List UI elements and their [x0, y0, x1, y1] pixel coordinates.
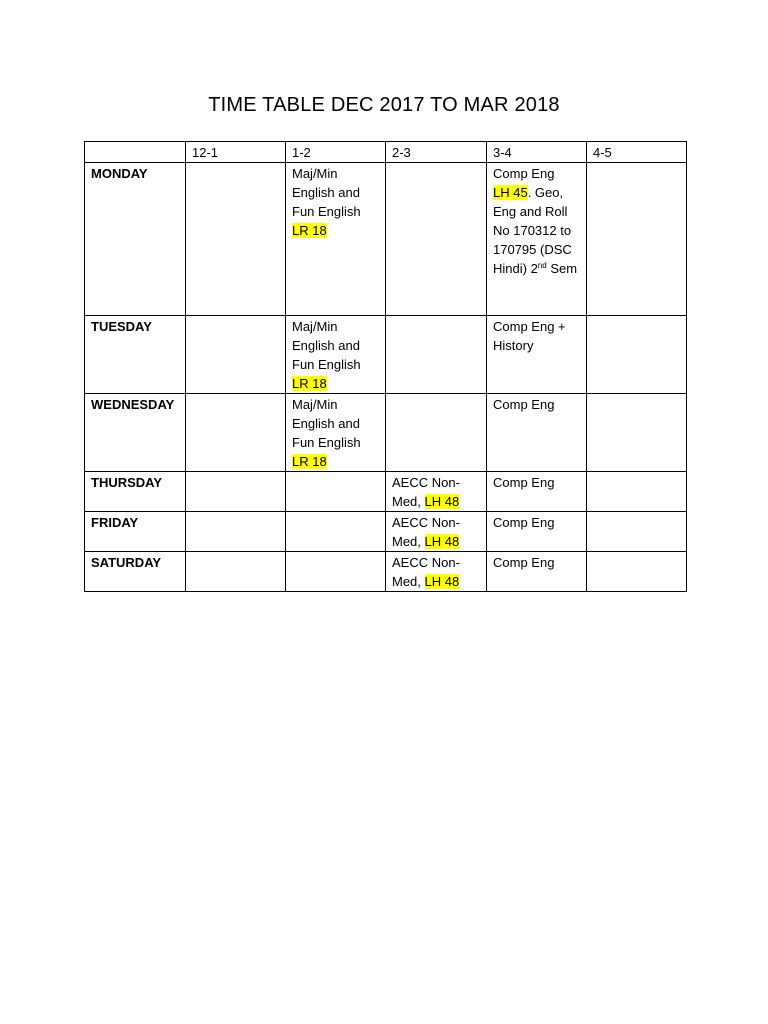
- cell-4-5: [587, 552, 687, 592]
- cell-2-3: [386, 316, 487, 394]
- class-text: Maj/Min English and Fun English: [292, 319, 361, 372]
- cell-1-2: [286, 472, 386, 512]
- table-row: [85, 512, 687, 552]
- cell-2-3: [386, 552, 487, 592]
- cell-12-1: [186, 316, 286, 394]
- cell-3-4: Comp Eng: [487, 394, 587, 472]
- cell-1-2: [286, 394, 386, 472]
- room-highlight: LR 18: [292, 376, 327, 391]
- cell-1-2: [286, 512, 386, 552]
- day-cell: FRIDAY: [85, 512, 186, 552]
- room-highlight: LH 48: [424, 574, 460, 589]
- class-text: Maj/Min English and Fun English: [292, 397, 361, 450]
- header-cell-day: [85, 142, 186, 163]
- cell-12-1: [186, 512, 286, 552]
- cell-12-1: [186, 552, 286, 592]
- ordinal-suffix: nd: [537, 261, 547, 270]
- cell-12-1: [186, 394, 286, 472]
- room-highlight: LH 48: [424, 494, 460, 509]
- header-cell-12-1: 12-1: [186, 142, 286, 163]
- cell-4-5: [587, 512, 687, 552]
- table-row: [85, 552, 687, 592]
- cell-12-1: [186, 163, 286, 316]
- class-text: . Geo, Eng and Roll No 170312 to 170795 (DSC Hindi) 2: [493, 185, 572, 276]
- page-title: TIME TABLE DEC 2017 TO MAR 2018: [208, 94, 560, 116]
- cell-2-3: [386, 512, 487, 552]
- class-text: AECC Non-Med,: [392, 555, 460, 589]
- cell-3-4: Comp Eng: [487, 552, 587, 592]
- class-text: Comp Eng: [493, 166, 555, 181]
- class-text: AECC Non-Med,: [392, 475, 460, 509]
- cell-12-1: [186, 472, 286, 512]
- cell-4-5: [587, 394, 687, 472]
- header-row: [85, 142, 687, 163]
- table-row: [85, 394, 687, 472]
- header-cell-2-3: 2-3: [386, 142, 487, 163]
- cell-4-5: [587, 163, 687, 316]
- cell-4-5: [587, 316, 687, 394]
- cell-1-2: [286, 163, 386, 316]
- header-cell-1-2: 1-2: [286, 142, 386, 163]
- cell-2-3: [386, 163, 487, 316]
- cell-4-5: [587, 472, 687, 512]
- cell-3-4: Comp Eng: [487, 512, 587, 552]
- timetable: [84, 141, 687, 592]
- day-cell: SATURDAY: [85, 552, 186, 592]
- room-highlight: LR 18: [292, 223, 327, 238]
- cell-1-2: [286, 552, 386, 592]
- table-row: [85, 472, 687, 512]
- header-cell-4-5: 4-5: [587, 142, 687, 163]
- cell-2-3: [386, 394, 487, 472]
- cell-3-4: [487, 163, 587, 316]
- day-cell: WEDNESDAY: [85, 394, 186, 472]
- cell-3-4: Comp Eng + History: [487, 316, 587, 394]
- day-cell: THURSDAY: [85, 472, 186, 512]
- room-highlight: LH 45: [493, 185, 528, 200]
- class-text: Sem: [546, 261, 578, 276]
- cell-2-3: [386, 472, 487, 512]
- table-row: [85, 163, 687, 316]
- cell-3-4: Comp Eng: [487, 472, 587, 512]
- header-cell-3-4: 3-4: [487, 142, 587, 163]
- day-cell: TUESDAY: [85, 316, 186, 394]
- cell-1-2: [286, 316, 386, 394]
- room-highlight: LR 18: [292, 454, 327, 469]
- day-cell: MONDAY: [85, 163, 186, 316]
- room-highlight: LH 48: [424, 534, 460, 549]
- class-text: AECC Non-Med,: [392, 515, 460, 549]
- class-text: Maj/Min English and Fun English: [292, 166, 361, 219]
- table-row: [85, 316, 687, 394]
